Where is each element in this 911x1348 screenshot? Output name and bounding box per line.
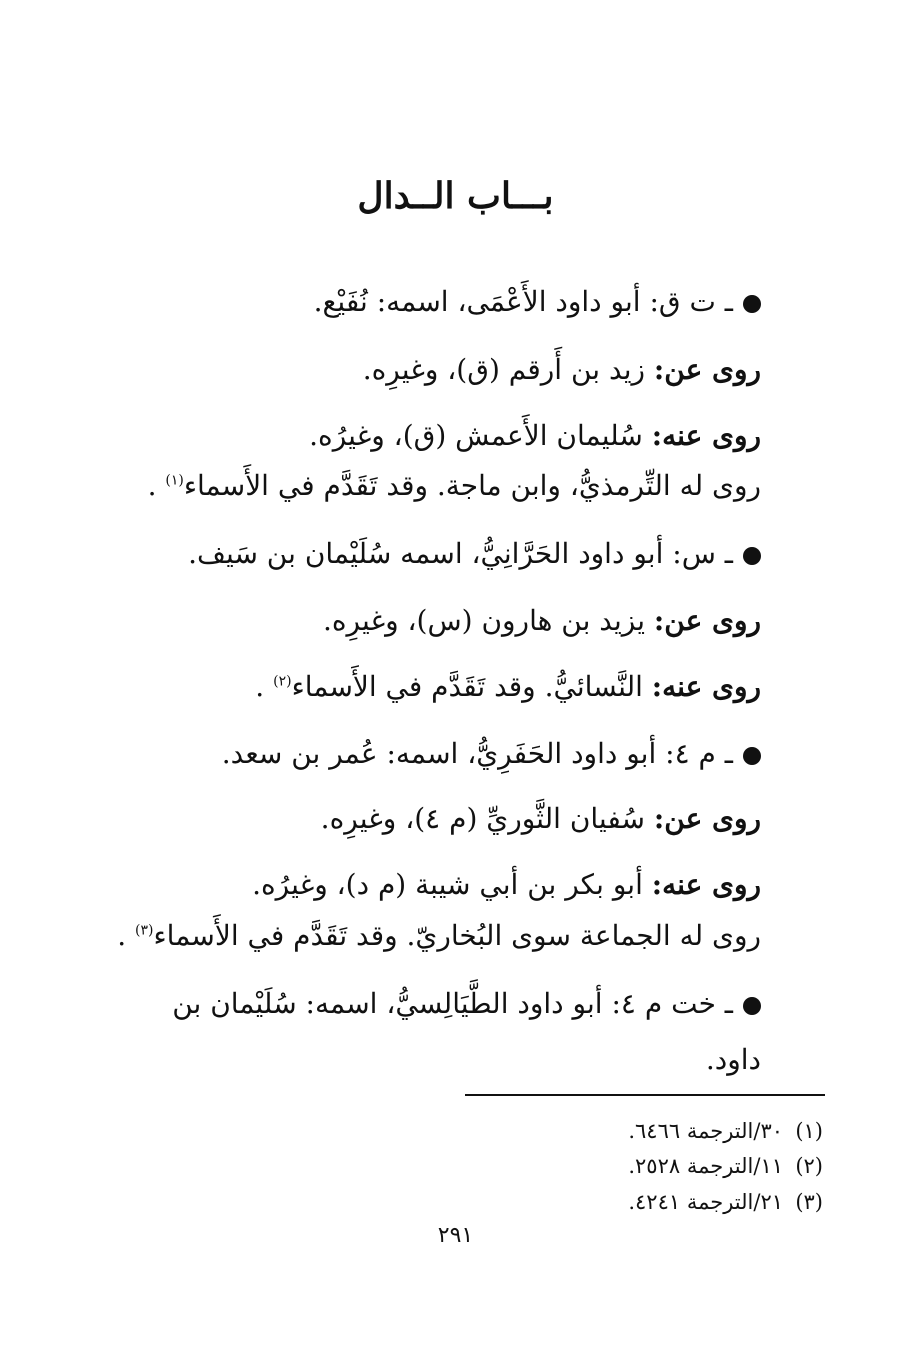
narrated-from-text: سُفيان الثَّوريِّ (م ٤)، وغيرِه. [320,802,646,835]
page-number: ٢٩١ [437,1223,474,1248]
bullet-icon [743,997,761,1015]
footnote [628,1117,823,1145]
narrated-from-label: روى عن: [653,353,761,386]
note-text: روى له التِّرمذيُّ، وابن ماجة. وقد تَقَدَّم في الأَسماء [183,469,761,502]
footnote-number: (٢) [795,1154,823,1178]
narrated-from-line [0,603,761,639]
entry-heading [0,986,761,1022]
narrated-by-line [0,867,761,903]
footnote-ref[interactable]: (٣) [135,922,154,939]
narrated-by-label: روى عنه: [651,670,761,703]
narrated-from-label: روى عن: [653,802,761,835]
bullet-icon [743,747,761,765]
note-line [0,468,761,504]
entry-code: ـ خت م ٤: [611,987,733,1020]
entry-code: ـ س: [672,537,733,570]
narrated-from-label: روى عن: [653,604,761,637]
footnote-text: ١١/الترجمة ٢٥٢٨. [628,1154,783,1178]
narrated-by-line [0,669,761,705]
chapter-title: بـــاب الــدال [357,175,554,217]
footnote-divider [465,1094,825,1096]
footnote [628,1188,823,1216]
note-end: . [117,919,127,952]
entry-name: أبو داود الأَعْمَى، اسمه: نُفَيْع. [313,285,641,318]
footnote-ref[interactable]: (١) [165,472,184,489]
narrated-by-label: روى عنه: [651,419,761,452]
note-end: . [255,670,265,703]
narrated-by-line [0,418,761,454]
entry-code: ـ ت ق: [649,285,733,318]
footnote-text: ٣٠/الترجمة ٦٤٦٦. [628,1119,783,1143]
footnote-number: (١) [795,1119,823,1143]
note-end: . [147,469,157,502]
narrated-from-line [0,352,761,388]
entry-code: ـ م ٤: [665,737,733,770]
bullet-icon [743,295,761,313]
entry-name: أبو داود الحَفَرِيُّ، اسمه: عُمر بن سعد. [221,737,657,770]
bullet-icon [743,547,761,565]
entry-heading [0,284,761,320]
footnote [628,1152,823,1180]
entry-name: أبو داود الطَّيَالِسيُّ، اسمه: سُلَيْمان بن [172,987,603,1020]
narrated-by-text: أبو بكر بن أبي شيبة (م د)، وغيرُه. [252,868,643,901]
narrated-by-label: روى عنه: [651,868,761,901]
continuation-line: داود. [705,1043,761,1076]
footnote-text: ٢١/الترجمة ٤٢٤١. [628,1190,783,1214]
footnote-number: (٣) [795,1190,823,1214]
narrated-from-text: يزيد بن هارون (س)، وغيرِه. [322,604,646,637]
entry-heading [0,536,761,572]
entry-heading [0,736,761,772]
note-line [0,918,761,954]
narrated-by-text: النَّسائيُّ. وقد تَقَدَّم في الأَسماء [291,670,643,703]
narrated-from-line [0,801,761,837]
entry-name: أبو داود الحَرَّانِيُّ، اسمه سُلَيْمان بن سَيف. [188,537,664,570]
narrated-by-text: سُليمان الأَعمش (ق)، وغيرُه. [309,419,643,452]
narrated-from-text: زيد بن أَرقم (ق)، وغيرِه. [362,353,646,386]
note-text: روى له الجماعة سوى البُخاريّ. وقد تَقَدَّم في الأَسماء [153,919,761,952]
footnote-ref[interactable]: (٢) [273,673,292,690]
